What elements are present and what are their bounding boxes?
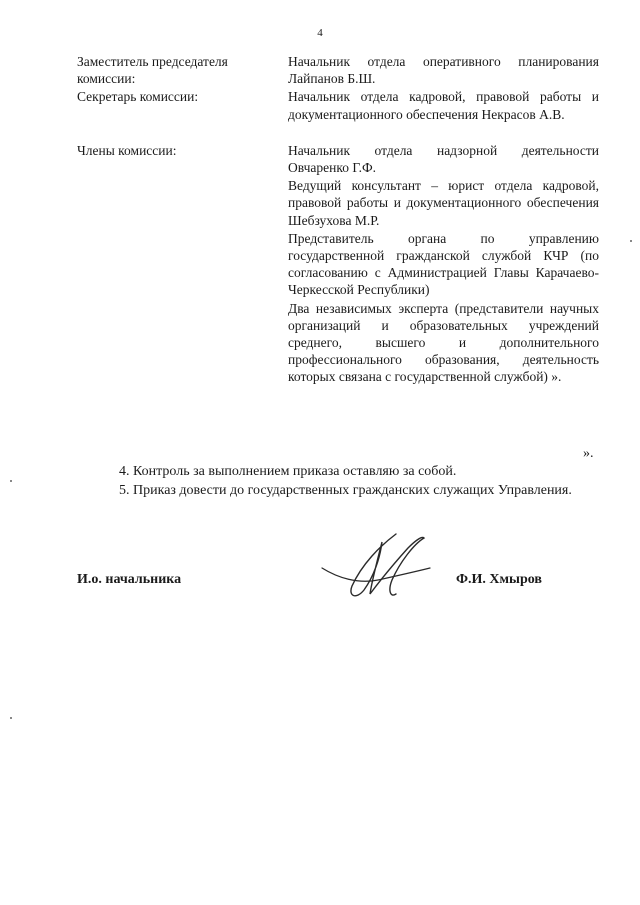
scan-artifact bbox=[10, 717, 12, 719]
scan-artifact bbox=[10, 480, 12, 482]
closing-quote: ». bbox=[583, 446, 594, 461]
commission-role: Секретарь комиссии: bbox=[77, 89, 199, 105]
handwritten-signature bbox=[318, 528, 438, 608]
order-item-4 bbox=[77, 463, 599, 481]
commission-holder: Начальник отдела оперативного планирования Лайпанов Б.Ш. bbox=[288, 54, 599, 87]
scan-artifact bbox=[630, 240, 632, 242]
order-item-5 bbox=[77, 482, 599, 500]
commission-holder: Начальник отдела надзорной деятельности Овчаренко Г.Ф. bbox=[288, 142, 599, 176]
commission-composition bbox=[77, 53, 599, 387]
commission-holders bbox=[288, 88, 599, 123]
commission-holder: Ведущий консультант – юрист отдела кадровой, правовой работы и документационного обеспечения Шебзухова М.Р. bbox=[288, 178, 599, 228]
commission-holder: Представитель органа по управлению государственной гражданской службой КЧР (по согласованию с Администрацией Главы Карачаево-Черкесской Республики) bbox=[288, 230, 599, 298]
commission-holders bbox=[288, 53, 599, 88]
signatory-title: И.о. начальника bbox=[77, 572, 182, 587]
commission-role: Члены комиссии: bbox=[77, 142, 177, 158]
commission-row-secretary bbox=[77, 88, 599, 123]
commission-holder: Два независимых эксперта (представители научных организаций и образовательных учреждений среднего, высшего и дополнительного профессионального образования, деятельность которых связана с государственной службой) ». bbox=[288, 300, 599, 385]
order-item-text: 5. Приказ довести до государственных гражданских служащих Управления. bbox=[119, 483, 572, 498]
page-number: 4 bbox=[317, 27, 323, 39]
commission-role: Заместитель председателя комиссии: bbox=[77, 54, 228, 87]
commission-holders bbox=[288, 142, 599, 387]
commission-row-members bbox=[77, 142, 599, 387]
commission-holder: Начальник отдела кадровой, правовой работы и документационного обеспечения Некрасов А.В. bbox=[288, 89, 599, 122]
commission-row-deputy-chair bbox=[77, 53, 599, 88]
signatory-name: Ф.И. Хмыров bbox=[456, 572, 542, 587]
order-item-text: 4. Контроль за выполнением приказа оставляю за собой. bbox=[119, 464, 457, 479]
